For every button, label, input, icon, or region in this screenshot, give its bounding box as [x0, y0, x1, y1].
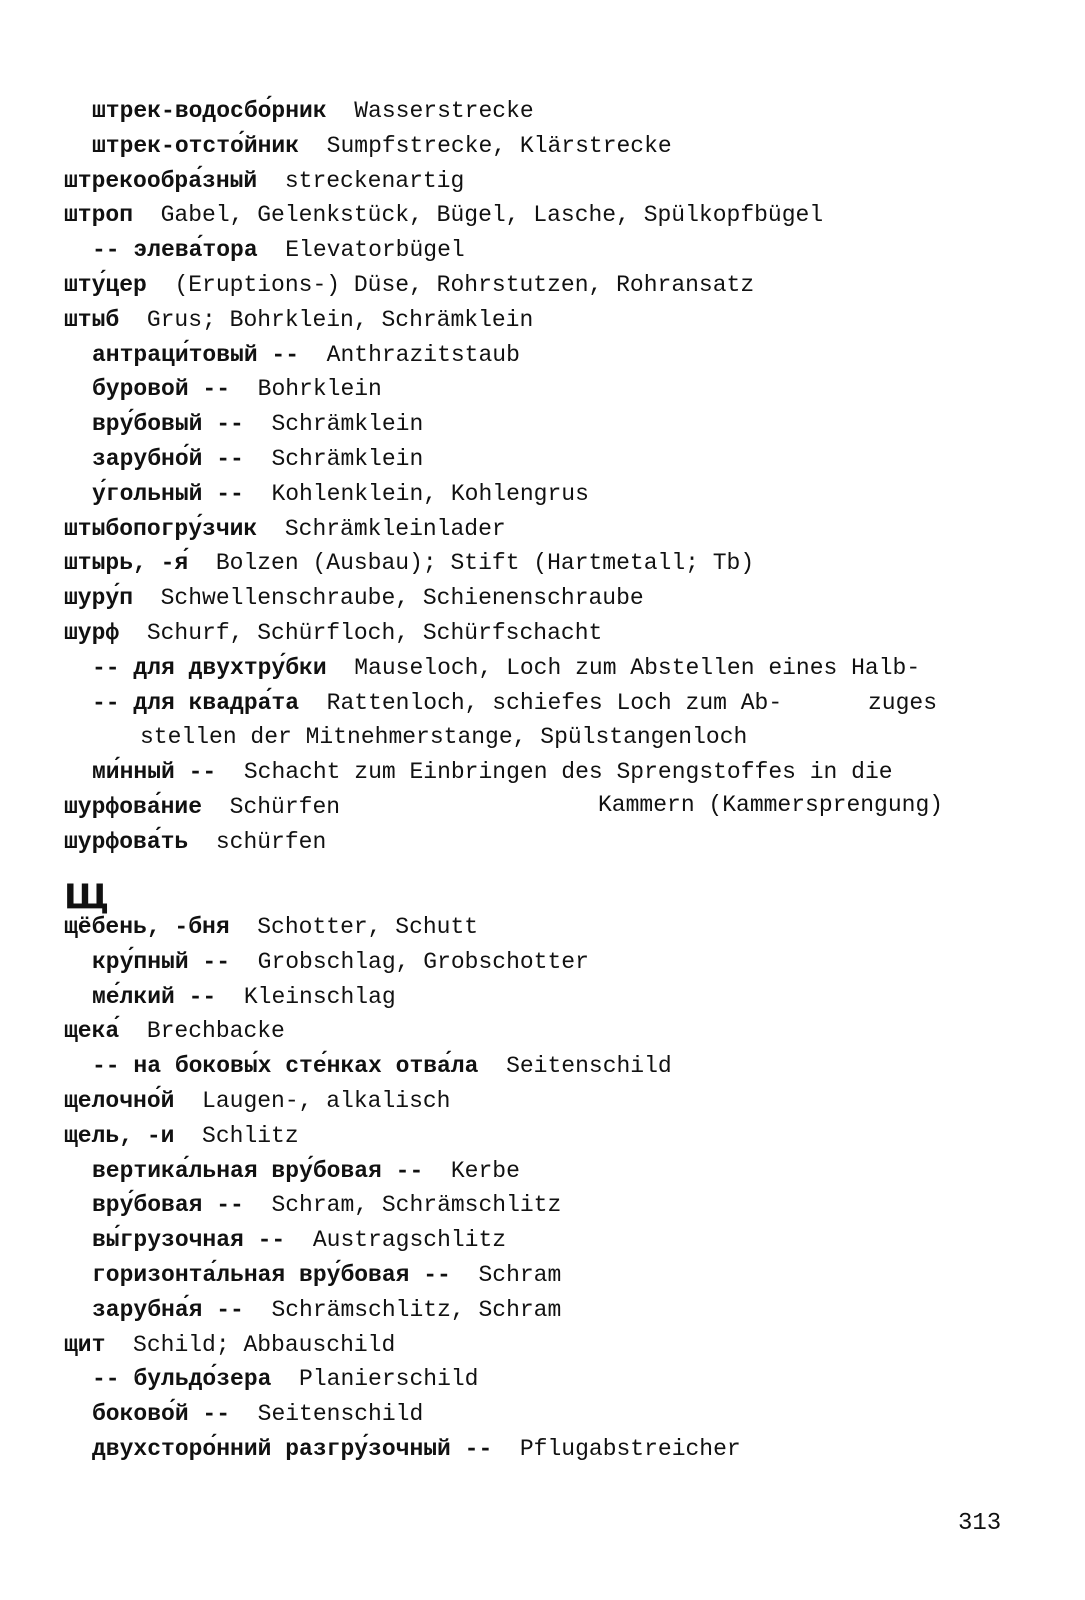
headword: штрек-отсто́йник — [92, 132, 300, 159]
headword: шурф — [64, 620, 120, 646]
headword: буровой -- — [92, 376, 231, 403]
translation: streckenartig — [284, 167, 465, 194]
headword: щёбень, -бня — [64, 914, 230, 940]
translation: (Eruptions-) Düse, Rohrstutzen, Rohransatz — [174, 272, 755, 298]
entry-line — [92, 1194, 561, 1217]
translation: Kleinschlag — [243, 983, 396, 1010]
translation: schürfen — [215, 828, 327, 855]
headword: штрекообра́зный — [64, 167, 258, 194]
translation: Bohrklein — [257, 376, 382, 403]
overflow-kammern: Kammern (Kammersprengung) — [598, 792, 944, 818]
entry-line — [64, 306, 534, 333]
headword: щель, -и — [64, 1122, 175, 1149]
entry-line — [92, 448, 423, 471]
headword: вру́бовый -- — [92, 411, 244, 438]
entry-line — [92, 1296, 562, 1323]
translation: Bolzen (Ausbau); Stift (Hartmetall; Tb) — [215, 550, 755, 577]
headword: зарубно́й -- — [92, 446, 244, 472]
entry-line — [92, 1055, 672, 1078]
section-letter: Щ — [64, 877, 110, 917]
headword: -- для двухтру́бки — [92, 654, 327, 681]
translation: Grus; Bohrklein, Schrämklein — [146, 306, 534, 333]
entry-line — [64, 622, 602, 645]
translation: Laugen-, alkalisch — [202, 1088, 451, 1114]
entry-line — [64, 274, 754, 297]
headword: -- бульдо́зера — [92, 1366, 272, 1393]
headword: кру́пный -- — [92, 948, 231, 975]
translation: Gabel, Gelenkstück, Bügel, Lasche, Spülkopfbügel — [160, 202, 824, 229]
entry-line — [92, 413, 423, 436]
page-number: 313 — [958, 1510, 1002, 1537]
entry-line — [64, 1020, 285, 1043]
entry-line — [92, 1264, 561, 1287]
entry-line — [92, 689, 783, 716]
headword: -- на боковы́х сте́нках отва́ла — [92, 1053, 479, 1080]
headword: ми́нный -- — [92, 759, 217, 786]
headword: зарубна́я -- — [92, 1296, 244, 1323]
entry-line — [64, 587, 644, 610]
translation: Schlitz — [202, 1122, 299, 1149]
entry-line — [92, 1438, 741, 1461]
translation: Elevatorbügel — [285, 237, 465, 264]
translation: Schild; Abbauschild — [133, 1331, 396, 1358]
translation: Schwellenschraube, Schienenschraube — [160, 585, 644, 612]
headword: ме́лкий -- — [92, 983, 217, 1010]
headword: штроп — [64, 202, 134, 229]
headword: шурфова́ние — [64, 794, 203, 820]
translation: Seitenschild — [257, 1401, 424, 1428]
translation: Schotter, Schutt — [257, 914, 479, 940]
translation: Grobschlag, Grobschotter — [257, 948, 589, 975]
entry-line — [64, 1122, 299, 1149]
headword: вру́бовая -- — [92, 1192, 244, 1219]
translation: stellen der Mitnehmerstange, Spülstangenloch — [140, 724, 748, 751]
entry-line — [140, 726, 747, 749]
headword: штырь, -я́ — [64, 550, 189, 577]
headword: штрек-водосбо́рник — [92, 98, 327, 124]
headword: щека́ — [64, 1018, 120, 1045]
entry-line — [92, 1403, 423, 1426]
entry-line — [92, 654, 921, 681]
translation: Austragschlitz — [312, 1227, 507, 1254]
entry-line — [92, 1157, 520, 1184]
entry-line — [64, 515, 506, 542]
entry-line — [92, 1368, 478, 1391]
headword: шту́цер — [64, 272, 147, 298]
entry-line — [92, 480, 589, 507]
headword: горизонта́льная вру́бовая -- — [92, 1262, 451, 1288]
translation: Anthrazitstaub — [326, 341, 520, 368]
entry-line — [92, 948, 589, 975]
translation: Schürfen — [229, 794, 341, 820]
translation: Schacht zum Einbringen des Sprengstoffes in die — [243, 759, 893, 786]
entry-line — [92, 761, 893, 784]
headword: боково́й -- — [92, 1401, 231, 1428]
entry-line — [92, 100, 534, 123]
translation: Schurf, Schürfloch, Schürfschacht — [146, 620, 603, 646]
headword: двухсторо́нний разгру́зочный -- — [92, 1436, 493, 1462]
headword: шуру́п — [64, 585, 134, 612]
headword: антраци́товый -- — [92, 341, 300, 368]
headword: штыбопогру́зчик — [64, 515, 258, 542]
headword: у́гольный -- — [92, 480, 244, 507]
translation: Schram — [478, 1262, 562, 1288]
translation: Planierschild — [299, 1366, 479, 1393]
entry-line — [64, 1331, 396, 1358]
entry-line — [92, 239, 465, 262]
translation: Schrämklein — [271, 411, 424, 438]
translation: Mauseloch, Loch zum Abstellen eines Halb- — [354, 654, 921, 681]
headword: вертика́льная вру́бовая -- — [92, 1157, 424, 1184]
headword: -- элева́тора — [92, 237, 258, 264]
headword: штыб — [64, 306, 120, 333]
translation: Schrämkleinlader — [284, 515, 506, 542]
headword: -- для квадра́та — [92, 689, 300, 716]
translation: Sumpfstrecke, Klärstrecke — [326, 132, 672, 159]
headword: щит — [64, 1331, 106, 1358]
headword: шурфова́ть — [64, 828, 189, 855]
overflow-zuges: zuges — [868, 690, 938, 716]
translation: Schrämklein — [271, 446, 424, 472]
translation: Kerbe — [450, 1157, 520, 1184]
headword: щелочно́й — [64, 1088, 175, 1114]
entry-line — [92, 1229, 506, 1252]
entry-line — [64, 796, 340, 819]
entry-line — [92, 132, 672, 159]
entry-line — [92, 983, 396, 1010]
translation: Rattenloch, schiefes Loch zum Ab- — [326, 689, 783, 716]
translation: Schram, Schrämschlitz — [271, 1192, 562, 1219]
entry-line — [64, 916, 478, 939]
translation: Pflugabstreicher — [519, 1436, 741, 1462]
entry-line — [64, 167, 465, 194]
translation: Seitenschild — [506, 1053, 672, 1080]
translation: Schrämschlitz, Schram — [271, 1296, 562, 1323]
entry-line — [64, 828, 327, 855]
entry-line — [64, 204, 823, 227]
headword: вы́грузочная -- — [92, 1227, 286, 1254]
entry-line — [64, 1090, 450, 1113]
entry-line — [92, 378, 382, 401]
translation: Wasserstrecke — [354, 98, 534, 124]
translation: Brechbacke — [146, 1018, 285, 1045]
translation: Kohlenklein, Kohlengrus — [271, 480, 589, 507]
entry-line — [92, 341, 520, 368]
entry-line — [64, 552, 754, 575]
